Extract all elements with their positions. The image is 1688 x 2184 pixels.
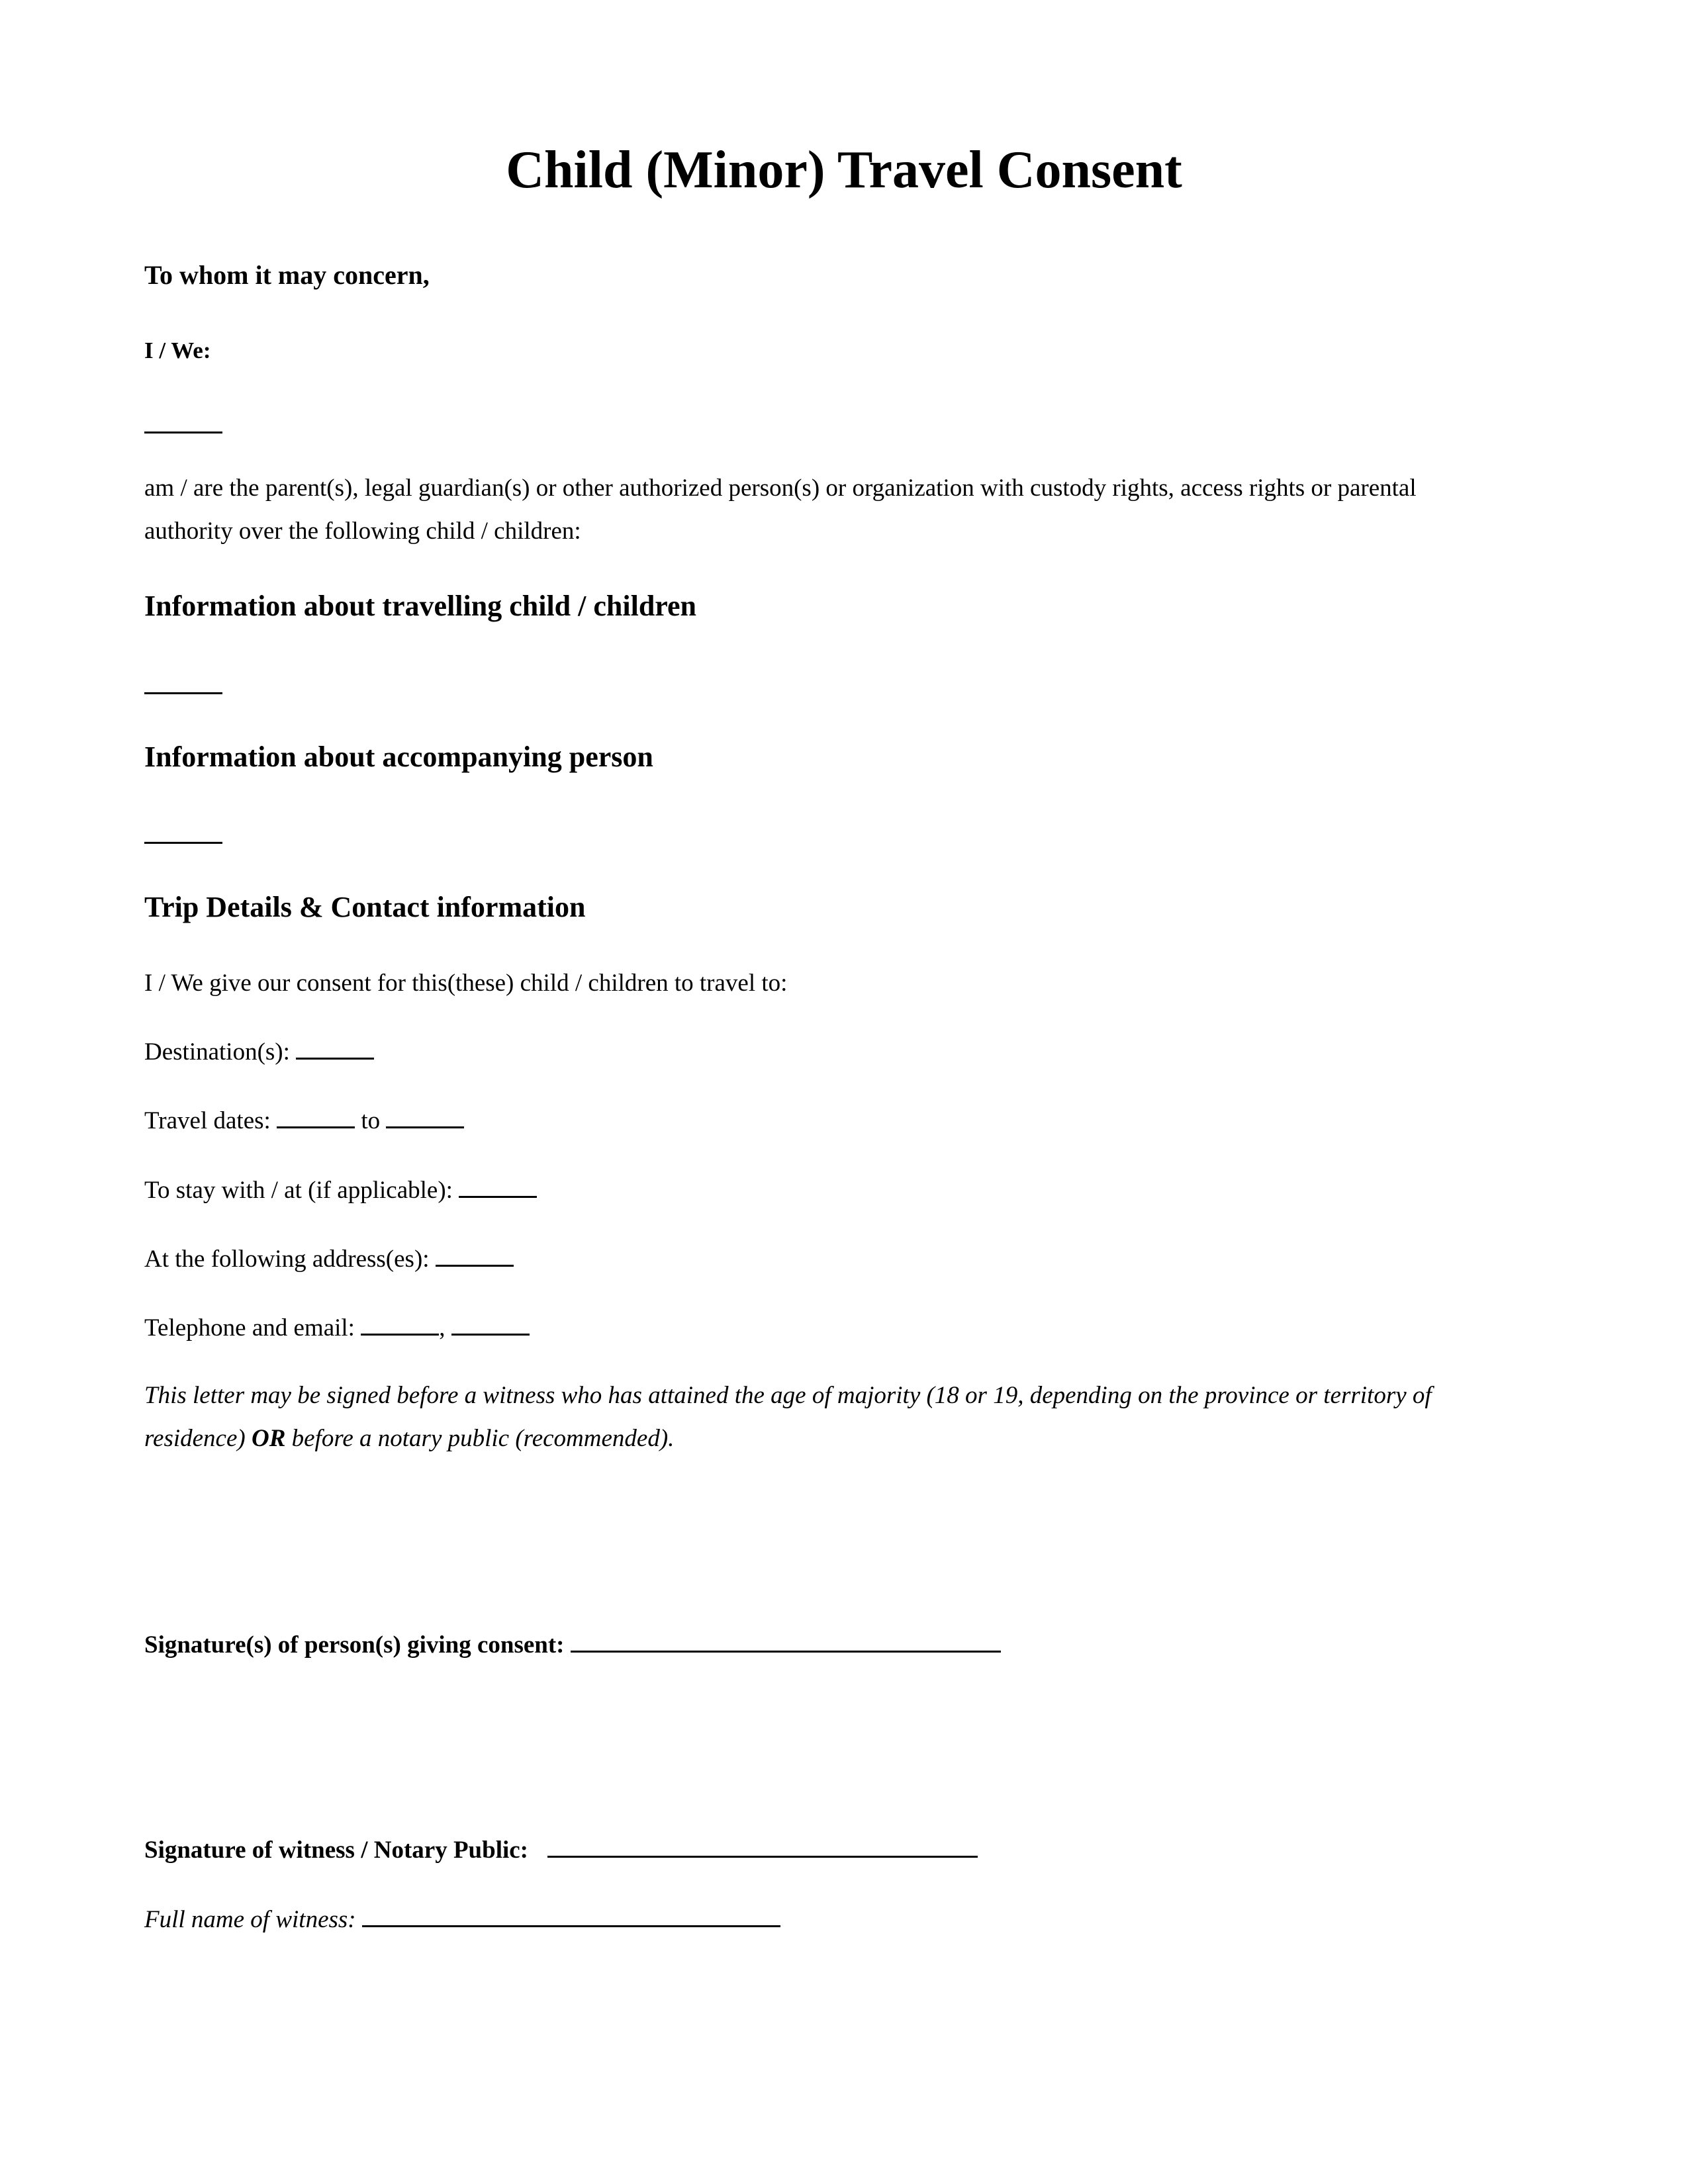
salutation: To whom it may concern, bbox=[144, 260, 430, 290]
contact-label: Telephone and email: bbox=[144, 1314, 355, 1342]
parent-paragraph-line-2: authority over the following child / children: bbox=[144, 518, 581, 545]
parent-paragraph-line-1: am / are the parent(s), legal guardian(s) or other authorized person(s) or organization with custody rights, access rights or parental bbox=[144, 475, 1417, 502]
email-blank[interactable] bbox=[451, 1333, 530, 1336]
address-label: At the following address(es): bbox=[144, 1246, 430, 1273]
destination-blank[interactable] bbox=[296, 1057, 374, 1060]
witness-signature-label: Signature of witness / Notary Public: bbox=[144, 1837, 529, 1864]
telephone-blank[interactable] bbox=[361, 1333, 439, 1336]
section-heading-child: Information about travelling child / children bbox=[144, 590, 697, 622]
stay-blank[interactable] bbox=[459, 1195, 537, 1198]
address-blank[interactable] bbox=[436, 1264, 514, 1267]
consent-signature-label: Signature(s) of person(s) giving consent: bbox=[144, 1631, 565, 1659]
witness-name-row bbox=[144, 1905, 780, 1934]
child-info-blank[interactable] bbox=[144, 692, 222, 694]
address-row bbox=[144, 1245, 514, 1273]
consent-signature-line[interactable] bbox=[571, 1650, 1001, 1653]
parent-name-blank[interactable] bbox=[144, 432, 222, 433]
stay-label: To stay with / at (if applicable): bbox=[144, 1177, 453, 1204]
iwe-label: I / We: bbox=[144, 338, 211, 363]
section-heading-accompanying: Information about accompanying person bbox=[144, 741, 653, 773]
contact-separator: , bbox=[439, 1314, 445, 1342]
witness-signature-line[interactable] bbox=[547, 1855, 978, 1858]
accompanying-info-blank[interactable] bbox=[144, 842, 222, 844]
travel-date-from-blank[interactable] bbox=[277, 1126, 355, 1128]
witness-note-residence: residence) bbox=[144, 1425, 246, 1452]
witness-name-label: Full name of witness: bbox=[144, 1906, 356, 1933]
witness-note-line-2 bbox=[144, 1424, 674, 1453]
consent-statement: I / We give our consent for this(these) child / children to travel to: bbox=[144, 970, 788, 997]
witness-note-or: OR bbox=[251, 1425, 286, 1452]
witness-note-line-1: This letter may be signed before a witness who has attained the age of majority (18 or 19, depending on the province or territory of bbox=[144, 1382, 1432, 1409]
destination-label: Destination(s): bbox=[144, 1038, 290, 1066]
travel-dates-label: Travel dates: bbox=[144, 1107, 271, 1134]
stay-row bbox=[144, 1176, 537, 1205]
destination-row bbox=[144, 1038, 374, 1066]
witness-note-notary: before a notary public (recommended). bbox=[291, 1425, 675, 1452]
contact-row bbox=[144, 1314, 530, 1342]
consent-signature-row bbox=[144, 1631, 1001, 1659]
travel-date-to-blank[interactable] bbox=[386, 1126, 464, 1128]
witness-signature-row bbox=[144, 1836, 978, 1864]
witness-name-line[interactable] bbox=[362, 1925, 780, 1927]
document-title: Child (Minor) Travel Consent bbox=[506, 141, 1182, 199]
section-heading-trip: Trip Details & Contact information bbox=[144, 891, 586, 923]
travel-dates-row bbox=[144, 1107, 464, 1135]
travel-dates-to: to bbox=[361, 1107, 381, 1134]
